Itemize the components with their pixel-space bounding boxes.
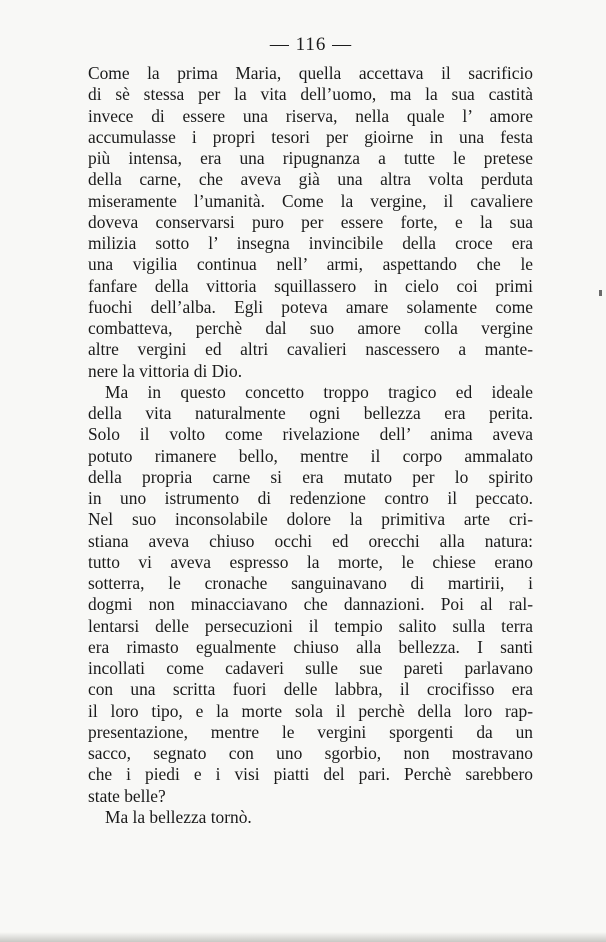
text-line-34: che i piedi e i visi piatti del pari. Perchè sarebbero (88, 764, 533, 785)
text-line-1: Come la prima Maria, quella accettava il sacrificio (88, 63, 533, 83)
text-line-10: una vigilia continua nell’ armi, aspettando che le (88, 254, 533, 275)
text-line-7: miseramente l’umanità. Come la vergine, il cavaliere (88, 190, 533, 211)
text-line-18: Solo il volto come rivelazione dell’ anima aveva (88, 424, 533, 445)
page-number: — 116 — (269, 34, 353, 55)
text-line-4: accumulasse i propri tesori per gioirne in una festa (88, 126, 533, 147)
text-line-22: Nel suo inconsolabile dolore la primitiva arte cri- (88, 509, 533, 530)
text-line-3: invece di essere una riserva, nella quale l’ amore (88, 105, 533, 126)
text-line-9: milizia sotto l’ insegna invincibile della croce era (88, 233, 533, 253)
text-line-19: potuto rimanere bello, mentre il corpo ammalato (88, 445, 533, 466)
body-text (88, 63, 533, 828)
text-line-8: doveva conservarsi puro per essere forte, e la sua (88, 211, 533, 232)
text-line-28: era rimasto egualmente chiuso alla bellezza. I santi (88, 636, 533, 657)
text-line-11: fanfare della vittoria squillassero in cielo coi primi (88, 275, 533, 296)
text-line-6: della carne, che aveva già una altra volta perduta (88, 169, 533, 190)
text-line-2: di sè stessa per la vita dell’uomo, ma la sua castità (88, 84, 533, 105)
text-line-23: stiana aveva chiuso occhi ed orecchi alla natura: (88, 530, 533, 551)
text-line-33: sacco, segnato con uno sgorbio, non mostravano (88, 743, 533, 763)
text-line-35: state belle? (88, 785, 166, 806)
page-edge-mark (599, 290, 602, 296)
text-line-29: incollati come cadaveri sulle sue pareti parlavano (88, 658, 533, 678)
text-line-30: con una scritta fuori delle labbra, il crocifisso era (88, 679, 533, 700)
text-line-31: il loro tipo, e la morte sola il perchè della loro rap- (88, 700, 533, 721)
text-line-32: presentazione, mentre le vergini sporgenti da un (88, 721, 533, 742)
text-line-21: in uno istrumento di redenzione contro il peccato. (88, 488, 533, 508)
text-line-20: della propria carne si era mutato per lo spirito (88, 466, 533, 487)
text-line-5: più intensa, era una ripugnanza a tutte le pretese (88, 148, 533, 168)
text-line-24: tutto vi aveva espresso la morte, le chiese erano (88, 551, 533, 572)
page-bottom-shadow (0, 932, 606, 942)
text-line-14: altre vergini ed altri cavalieri nascessero a mante- (88, 339, 533, 360)
text-line-17: della vita naturalmente ogni bellezza era perita. (88, 403, 533, 423)
text-line-16: Ma in questo concetto troppo tragico ed ideale (105, 381, 533, 402)
text-line-26: dogmi non minacciavano che dannazioni. Poi al ral- (88, 594, 533, 615)
text-line-27: lentarsi delle persecuzioni il tempio salito sulla terra (88, 615, 533, 636)
text-line-12: fuochi dell’alba. Egli poteva amare solamente come (88, 296, 533, 317)
text-line-15: nere la vittoria di Dio. (88, 360, 243, 381)
text-line-36: Ma la bellezza tornò. (105, 806, 252, 827)
text-line-13: combatteva, perchè dal suo amore colla vergine (88, 318, 533, 338)
text-line-25: sotterra, le cronache sanguinavano di martirii, i (88, 573, 533, 593)
